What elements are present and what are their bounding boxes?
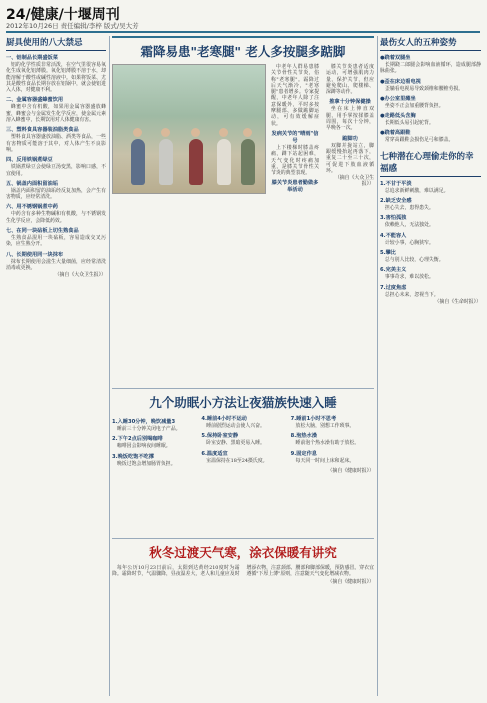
tip-heading: 9.固定作息	[290, 450, 317, 457]
article-autumn-clothing	[112, 538, 374, 688]
posture-article-title: 最伤女人的五种姿势	[380, 36, 481, 51]
section-text: 长期低头易引起驼背。	[384, 120, 434, 127]
section-text: 总与别人比较，心理失衡。	[384, 256, 444, 263]
knee-article-title: 霜降易患"老寒腿" 老人多按腿多踮脚	[112, 36, 374, 60]
column-divider	[109, 36, 110, 696]
section-text: 双脚并拢站立，脚跟缓慢抬起再落下，重复二十至三十次，可促进下肢血液循环。	[326, 142, 374, 174]
section-text: 长期跷二郎腿会影响血液循环，造成腿部静脉曲张。	[380, 62, 481, 75]
article-knee-health	[112, 36, 374, 388]
tip-heading: 6.温度适宜	[201, 450, 228, 457]
tip-text: 睡前剧烈运动会使人兴奋。	[206, 423, 265, 429]
page-header	[6, 4, 480, 32]
clothing-article-source: （摘自《健康时报》）	[327, 578, 374, 585]
tip-text: 咖啡因会影响夜间睡眠。	[116, 443, 171, 450]
person-figure	[241, 139, 255, 185]
tip-heading: 4.睡前4小时不运动	[201, 416, 247, 422]
tip-text: 睡前泡个热水澡有助于放松。	[295, 440, 360, 447]
section-text: 抹布长期使用会滋生大量细菌，应经常清洗消毒或更换。	[6, 258, 106, 271]
section-heading: 三、塑料食具容器装油脂类食品	[6, 127, 79, 134]
person-head	[161, 128, 170, 137]
section-text: 铝的化学性质非常活泼，在空气里很容易氧化生成氧化铝薄膜。氧化铝薄膜不溶于水，却能溶解于酸性或碱性溶液中。如果将饭菜、尤其是酸性食品长期存放在铝锅中，就会使铝进入人体，对健康不利。	[6, 62, 106, 94]
section-heading: 发病关节的"晴雨"信号	[271, 130, 319, 144]
section-text: 坐姿不正会加重腰背负担。	[384, 102, 444, 109]
section-heading: 5.攀比	[380, 249, 396, 256]
section-heading: 膝关节炎患者勤做多举活动	[271, 180, 319, 194]
tip-heading: 3.晚饭吃饱不吃撑	[112, 453, 154, 460]
section-text: 生熟食品混用一块砧板，容易造成交叉污染，应生熟分开。	[6, 235, 106, 248]
section-text: 事事苛求，难以放松。	[384, 274, 434, 281]
tip-text: 每天同一时间上床和起床。	[295, 457, 355, 464]
section-heading: 五、锅盖内面积留油垢	[6, 180, 58, 187]
middle-column	[112, 36, 374, 696]
section-heading: 八、长期使用同一块抹布	[6, 251, 64, 258]
section-text: 依赖他人，无法独处。	[384, 222, 434, 229]
knee-article-source: （摘自《大众卫生报》）	[334, 175, 374, 188]
section-heading: 1.不甘于平淡	[380, 180, 412, 187]
section-text: 担心失去，患得患失。	[384, 205, 434, 212]
elderly-walking-photo	[112, 64, 266, 194]
tip-heading: 5.保持卧室安静	[201, 433, 239, 440]
section-heading: ●跷着双腿坐	[380, 55, 411, 61]
section-heading: 6.完美主义	[380, 267, 407, 274]
person-head	[219, 128, 228, 137]
psychology-article-title: 七种潜在心理偷走你的幸福感	[380, 150, 481, 177]
section-heading: 一、铝制品长期盛饭菜	[6, 55, 58, 61]
section-text: 坐在床上伸直双腿，用手掌按揉膝盖周围，每次十分钟，早晚各一次。	[326, 106, 374, 132]
section-heading: 四、反用铁锅煮绿豆	[6, 157, 53, 164]
tip-text: 晚饭过饱会增加肠胃负担。	[116, 460, 176, 467]
left-article-source: （摘自《大众卫生报》）	[54, 272, 106, 279]
section-text: 塑料食具容器盛放油脂、酒类等食品，一些有害物质可能溶于其中，对人体产生不良影响。	[6, 134, 106, 153]
section-heading: 踮脚功	[342, 135, 358, 142]
section-heading: ●走路低头含胸	[380, 113, 416, 120]
tip-text: 放松大脑，别想工作琐事。	[295, 423, 355, 429]
edition-info: 2012年10月26日 责任编辑/李梓 版式/吴大芳	[6, 22, 139, 30]
person-head	[133, 128, 142, 137]
tip-heading: 7.睡前1小时不思考	[290, 416, 337, 422]
person-figure	[131, 139, 145, 185]
section-heading: ●跷着高跟鞋	[380, 130, 411, 137]
right-column	[380, 36, 481, 696]
section-text: 蜂蜜中含有机酸，如果用金属容器盛放蜂蜜，蜂蜜会与金属发生化学反应，使金属元素溶入蜂蜜中，长期饮用对人体健康有害。	[6, 104, 106, 124]
section-text: 总追求新鲜刺激，难以满足。	[384, 187, 449, 194]
section-heading: 推拿十分钟保健操	[329, 99, 371, 106]
section-heading: 2.缺乏安全感	[380, 198, 412, 205]
person-figure	[189, 139, 203, 185]
person-head	[243, 128, 252, 137]
tip-heading: 8.泡热水澡	[290, 433, 317, 440]
section-text: 中药含有多种生物碱和有机酸，与不锈钢发生化学反应，会降低药效。	[6, 211, 106, 224]
left-article-title: 厨具使用的八大禁忌	[6, 36, 106, 51]
section-heading: 3.害怕孤独	[380, 215, 407, 222]
clothing-article-title: 秋冬过渡天气寒，涂衣保暖有讲究	[112, 538, 374, 561]
section-heading: 4.不能容人	[380, 232, 407, 239]
knee-article-body	[271, 64, 374, 193]
section-heading: ●办公室里瘫坐	[380, 95, 416, 102]
person-head	[191, 128, 200, 137]
tip-heading: 2.下午2点后别喝咖啡	[112, 436, 163, 443]
tip-text: 室温保持在18至24摄氏度。	[206, 457, 268, 464]
header-rule	[6, 31, 480, 33]
section-text: 歪躺看电视易导致颈椎和腰椎劳损。	[384, 85, 464, 92]
section-text: 常穿高跟鞋会损伤足弓和膝盖。	[384, 137, 454, 144]
section-heading: 7.过度焦虑	[380, 284, 407, 291]
tip-text: 卧室安静、黑暗更易入睡。	[206, 440, 265, 447]
section-text: 总担心未来，忽视当下。	[384, 291, 439, 298]
section-text: 锅盖内面积留的油垢经反复加热，会产生有害物质，应经常清洗。	[6, 187, 106, 201]
clothing-article-body: 每年公历10月23日前后，太阳到达黄经210度时为霜降。霜降时节，气温骤降，昼夜温差大，老人和儿童应及时增添衣物，注意颈部、腰部和脚部保暖，预防感冒。穿衣宜遵循"下厚上薄"原则，注意随天气变化增减衣物。	[112, 565, 374, 578]
left-column	[6, 36, 106, 696]
right-article-source: （摘自《生命时报》）	[434, 298, 481, 305]
section-text: 计较小事，心胸狭窄。	[384, 239, 434, 246]
section-text: 铁锅煮绿豆会使绿豆汤变黑，影响口感，不宜使用。	[6, 164, 106, 177]
section-heading: ●歪在床边看电视	[380, 78, 421, 85]
section-heading: 七、在同一块砧板上切生熟食品	[6, 228, 79, 235]
section-text: 膝关节炎患者适度运动，可增强肌肉力量，保护关节，但应避免爬山、爬楼梯、深蹲等动作。	[326, 64, 374, 96]
page-title: 24/健康/十堰周刊	[6, 7, 120, 23]
person-figure	[159, 139, 173, 185]
sleep-article-title: 九个助眠小方法让夜猫族快速入睡	[112, 388, 374, 411]
section-text: 上下楼梯时膝盖疼痛，蹲下站起困难，天气变化时疼痛加重，是膝关节骨性关节炎的典型表现。	[271, 144, 319, 177]
section-heading: 六、用不锈钢锅煮中药	[6, 204, 58, 211]
tip-text: 睡前三十分钟关闭电子产品。	[116, 426, 181, 432]
column-divider	[377, 36, 378, 696]
tip-heading: 1.入睡30分钟，晚饮减量3	[112, 419, 176, 425]
person-figure	[217, 139, 231, 185]
section-heading: 二、金属容器盛蜂蜜饮用	[6, 97, 64, 104]
article-sleep-tips	[112, 388, 374, 538]
knee-article-lead: 中老年人群易患膝关节骨性关节炎，俗称"老寒腿"。霜降过后天气渐冷，"老寒腿"患者增多。专家提醒，中老年人除了注意保暖外，平时多按摩腿部、多做踮脚运动，可有效缓解症状。	[271, 64, 319, 127]
sleep-article-source: （摘自《健康时报》）	[327, 468, 374, 475]
